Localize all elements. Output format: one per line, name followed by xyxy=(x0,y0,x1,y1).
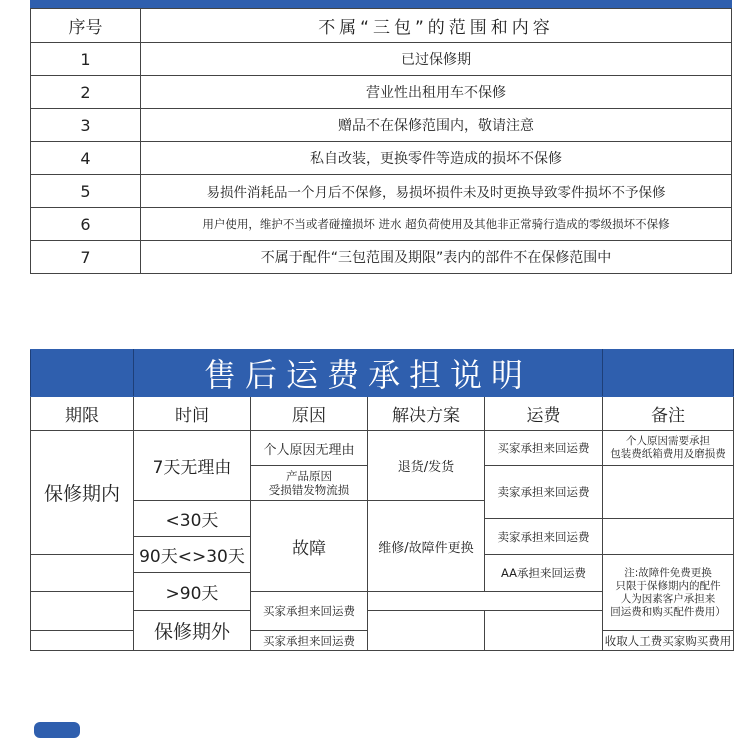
freight-buyer-3: 买家承担来回运费 xyxy=(251,631,368,651)
reason-product: 产品原因 受损错发物流损 xyxy=(251,466,368,501)
row-text: 营业性出租用车不保修 xyxy=(141,76,732,109)
time-gt-90: >90天 xyxy=(134,573,251,611)
row-number: 1 xyxy=(31,43,141,76)
bottom-logo-icon xyxy=(34,722,80,738)
reason-blank xyxy=(485,611,603,651)
header-content: 不属“三包”的范围和内容 xyxy=(141,9,732,43)
title-row xyxy=(31,350,734,397)
row-number: 4 xyxy=(31,142,141,175)
header-solution: 解决方案 xyxy=(368,397,485,431)
table-row xyxy=(31,175,732,208)
reason-personal: 个人原因无理由 xyxy=(251,431,368,466)
header-number: 序号 xyxy=(31,9,141,43)
remark-personal: 个人原因需要承担 包装费纸箱费用及磨损费 xyxy=(603,431,734,466)
table-row xyxy=(31,241,732,274)
row-number: 2 xyxy=(31,76,141,109)
table-row xyxy=(31,43,732,76)
header-period: 期限 xyxy=(31,397,134,431)
title-blank-right xyxy=(603,350,734,397)
header-remarks: 备注 xyxy=(603,397,734,431)
warranty-exclusion-table xyxy=(30,8,732,274)
time-lt-30: <30天 xyxy=(134,501,251,537)
freight-buyer: 买家承担来回运费 xyxy=(485,431,603,466)
header-reason: 原因 xyxy=(251,397,368,431)
reason-fault: 故障 xyxy=(251,501,368,592)
header-time: 时间 xyxy=(134,397,251,431)
row-number: 3 xyxy=(31,109,141,142)
row-number: 7 xyxy=(31,241,141,274)
table-row xyxy=(31,109,732,142)
time-7-days: 7天无理由 xyxy=(134,431,251,501)
table-row xyxy=(31,208,732,241)
shipping-cost-table xyxy=(30,349,734,651)
remark-blank xyxy=(603,466,734,519)
freight-seller: 卖家承担来回运费 xyxy=(485,466,603,519)
top-banner-strip xyxy=(30,0,732,8)
period-blank xyxy=(31,555,134,592)
row-text: 赠品不在保修范围内，敬请注意 xyxy=(141,109,732,142)
header-freight: 运费 xyxy=(485,397,603,431)
remark-out: 收取人工费买家购买费用 xyxy=(603,631,734,651)
row-number: 5 xyxy=(31,175,141,208)
period-out-warranty: 保修期外 xyxy=(134,611,251,651)
solution-blank xyxy=(31,631,134,651)
table-row xyxy=(31,76,732,109)
remark-blank xyxy=(603,519,734,555)
table-header-row xyxy=(31,9,732,43)
row-number: 6 xyxy=(31,208,141,241)
freight-buyer-2: 买家承担来回运费 xyxy=(251,592,368,631)
freight-aa: AA承担来回运费 xyxy=(485,555,603,592)
title-blank-left xyxy=(31,350,134,397)
table-row xyxy=(31,142,732,175)
row-text: 易损件消耗品一个月后不保修，易损坏损件未及时更换导致零件损坏不予保修 xyxy=(141,175,732,208)
column-header-row xyxy=(31,397,734,431)
row-text: 不属于配件“三包范围及期限”表内的部件不在保修范围中 xyxy=(141,241,732,274)
row-text: 私自改装，更换零件等造成的损坏不保修 xyxy=(141,142,732,175)
period-in-warranty: 保修期内 xyxy=(31,431,134,555)
table-title: 售后运费承担说明 xyxy=(134,350,603,397)
row-text: 已过保修期 xyxy=(141,43,732,76)
solution-return: 退货/发货 xyxy=(368,431,485,501)
remark-fault: 注:故障件免费更换 只限于保修期内的配件 人为因素客户承担来 回运费和购买配件费用） xyxy=(603,555,734,631)
freight-seller-2: 卖家承担来回运费 xyxy=(485,519,603,555)
time-90-30: 90天<>30天 xyxy=(134,537,251,573)
solution-repair: 维修/故障件更换 xyxy=(368,501,485,592)
row-text: 用户使用，维护不当或者碰撞损坏 进水 超负荷使用及其他非正常骑行造成的零级损坏不保修 xyxy=(141,208,732,241)
table-row xyxy=(31,431,734,466)
time-blank xyxy=(368,611,485,651)
period-blank-2 xyxy=(31,592,134,631)
